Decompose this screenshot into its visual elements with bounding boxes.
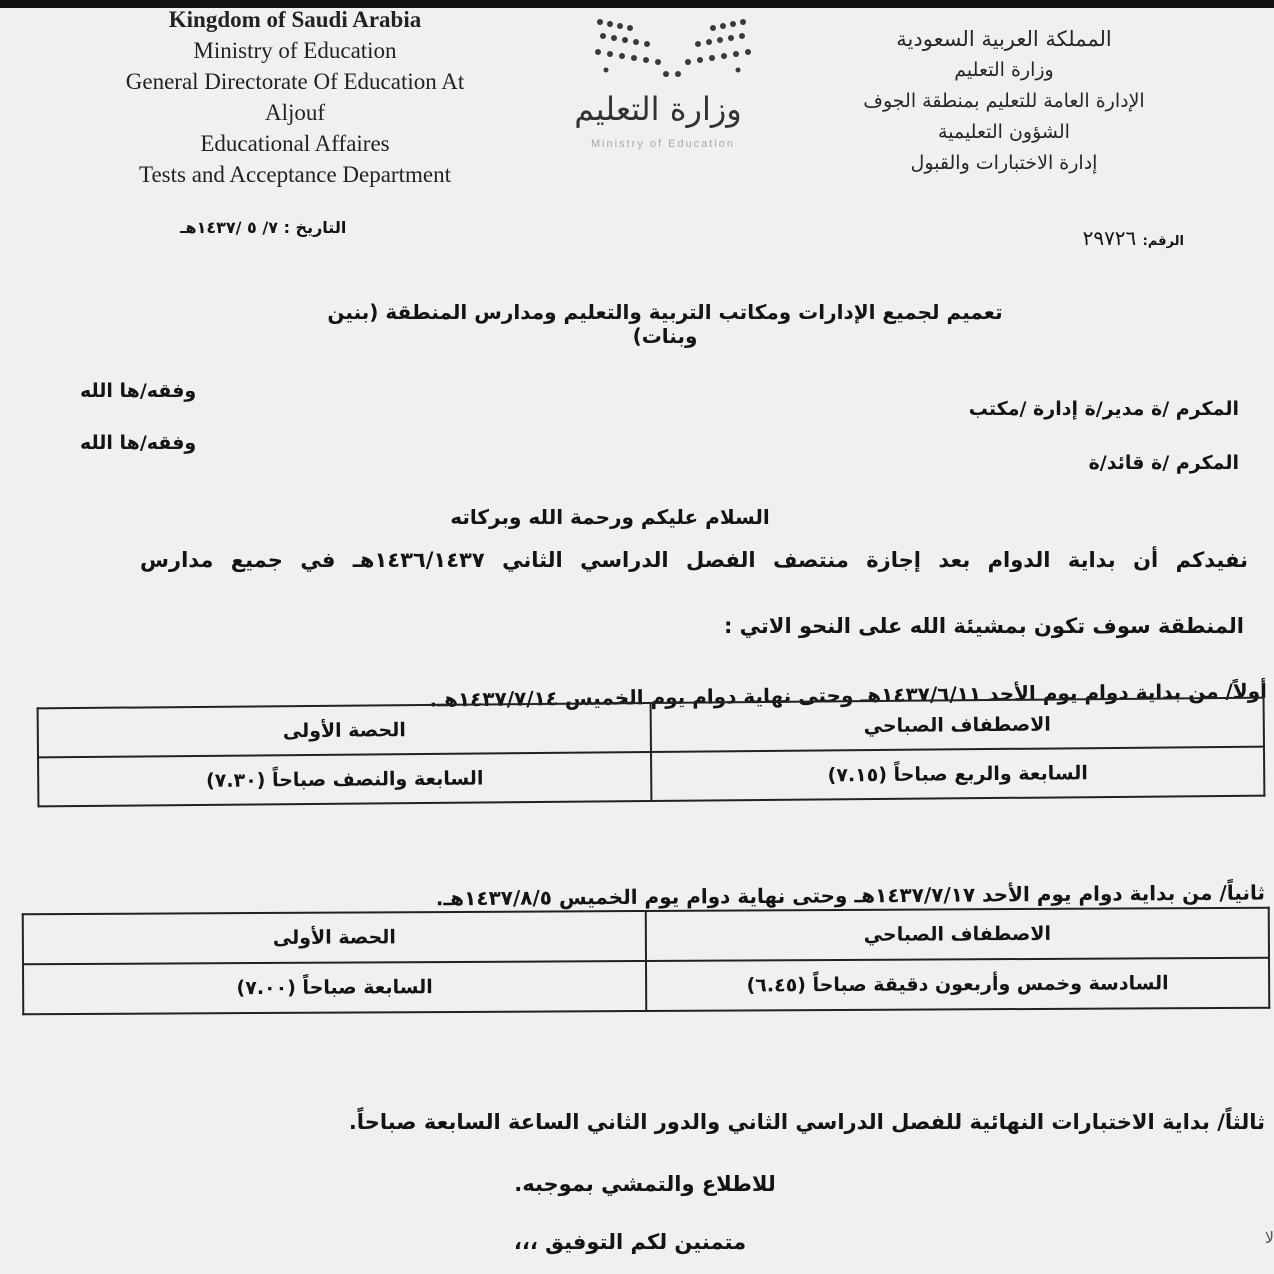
recipient-blessing: وفقه/ها الله [80,432,197,454]
letterhead-en-line: Tests and Acceptance Department [139,162,451,187]
recipient-title: المكرم /ة مدير/ة إدارة /مكتب [968,398,1239,420]
table-cell: السابعة والنصف صباحاً (٧.٣٠) [38,752,651,806]
schedule-table-one [37,697,1266,808]
reference-value: ٢٩٧٢٦ [1082,226,1137,250]
table-cell: السادسة وخمس وأربعون دقيقة صباحاً (٦.٤٥) [646,958,1269,1011]
table-header-cell: الحصة الأولى [23,911,646,964]
section-three-text: ثالثاً/ بداية الاختبارات النهائية للفصل الدراسي الثاني والدور الثاني الساعة السابعة صباحاً. [348,1110,1265,1134]
edge-mark: لا [1264,1228,1274,1247]
section-one-heading: أولاً/ من بداية دوام يوم الأحد ١٤٣٧/٦/١١هـ وحتى نهاية دوام يوم الخميس ١٤٣٧/٧/١٤هـ. [429,678,1268,712]
body-paragraph: نفيدكم أن بداية الدوام بعد إجازة منتصف الفصل الدراسي الثاني ١٤٣٦/١٤٣٧هـ في جميع مدارس [140,548,1248,572]
letterhead-arabic [794,24,1214,179]
table-row [23,908,1269,965]
ministry-logo [548,12,768,162]
schedule-table-two [22,907,1271,1016]
closing-line: متمنين لكم التوفيق ،،، [513,1230,747,1254]
logo-text: وزارة التعليم [574,90,742,128]
table-header-cell: الاصطفاف الصباحي [646,908,1269,961]
letterhead-ar-line: وزارة التعليم [954,59,1054,81]
letterhead-ar-line: إدارة الاختبارات والقبول [910,152,1098,174]
letterhead-en-line: Ministry of Education [193,38,397,63]
letterhead-ar-line: الإدارة العامة للتعليم بمنطقة الجوف [863,90,1145,112]
date-field [180,218,346,237]
closing-line: للاطلاع والتمشي بموجبه. [514,1172,776,1196]
recipient-title: المكرم /ة قائد/ة [1088,452,1239,474]
table-cell: السابعة صباحاً (٧.٠٠) [23,961,646,1014]
letterhead-english [90,4,500,190]
table-row [38,747,1264,807]
body-paragraph: المنطقة سوف تكون بمشيئة الله على النحو الاتي : [723,614,1244,638]
reference-label: الرقم: [1142,234,1184,249]
dots-logo-icon [548,12,768,92]
recipient-blessing: وفقه/ها الله [80,380,197,402]
reference-number [1083,226,1184,250]
date-label: التاريخ : [283,218,347,237]
letterhead-en-line: Kingdom of Saudi Arabia [168,7,422,32]
letterhead-ar-line: الشؤون التعليمية [938,121,1070,143]
letterhead-ar-line: المملكة العربية السعودية [896,27,1112,51]
table-header-cell: الحصة الأولى [38,703,651,757]
table-header-cell: الاصطفاف الصباحي [651,698,1264,752]
letterhead-en-line: Aljouf [264,100,326,125]
table-row [23,958,1269,1015]
letterhead-en-line: Educational Affaires [200,131,390,156]
section-two-heading: ثانياً/ من بداية دوام يوم الأحد ١٤٣٧/٧/١٧هـ وحتى نهاية دوام يوم الخميس ١٤٣٧/٨/٥هـ. [435,880,1266,911]
date-value: ٧/ ٥ /١٤٣٧هـ [180,218,278,237]
greeting: السلام عليكم ورحمة الله وبركاته [450,505,770,529]
logo-subtext: Ministry of Education [590,138,736,150]
memo-subject: تعميم لجميع الإدارات ومكاتب التربية والتعليم ومدارس المنطقة (بنين وبنات) [327,300,1003,348]
letterhead-en-line: General Directorate Of Education At [125,69,465,94]
table-cell: السابعة والربع صباحاً (٧.١٥) [651,747,1264,801]
